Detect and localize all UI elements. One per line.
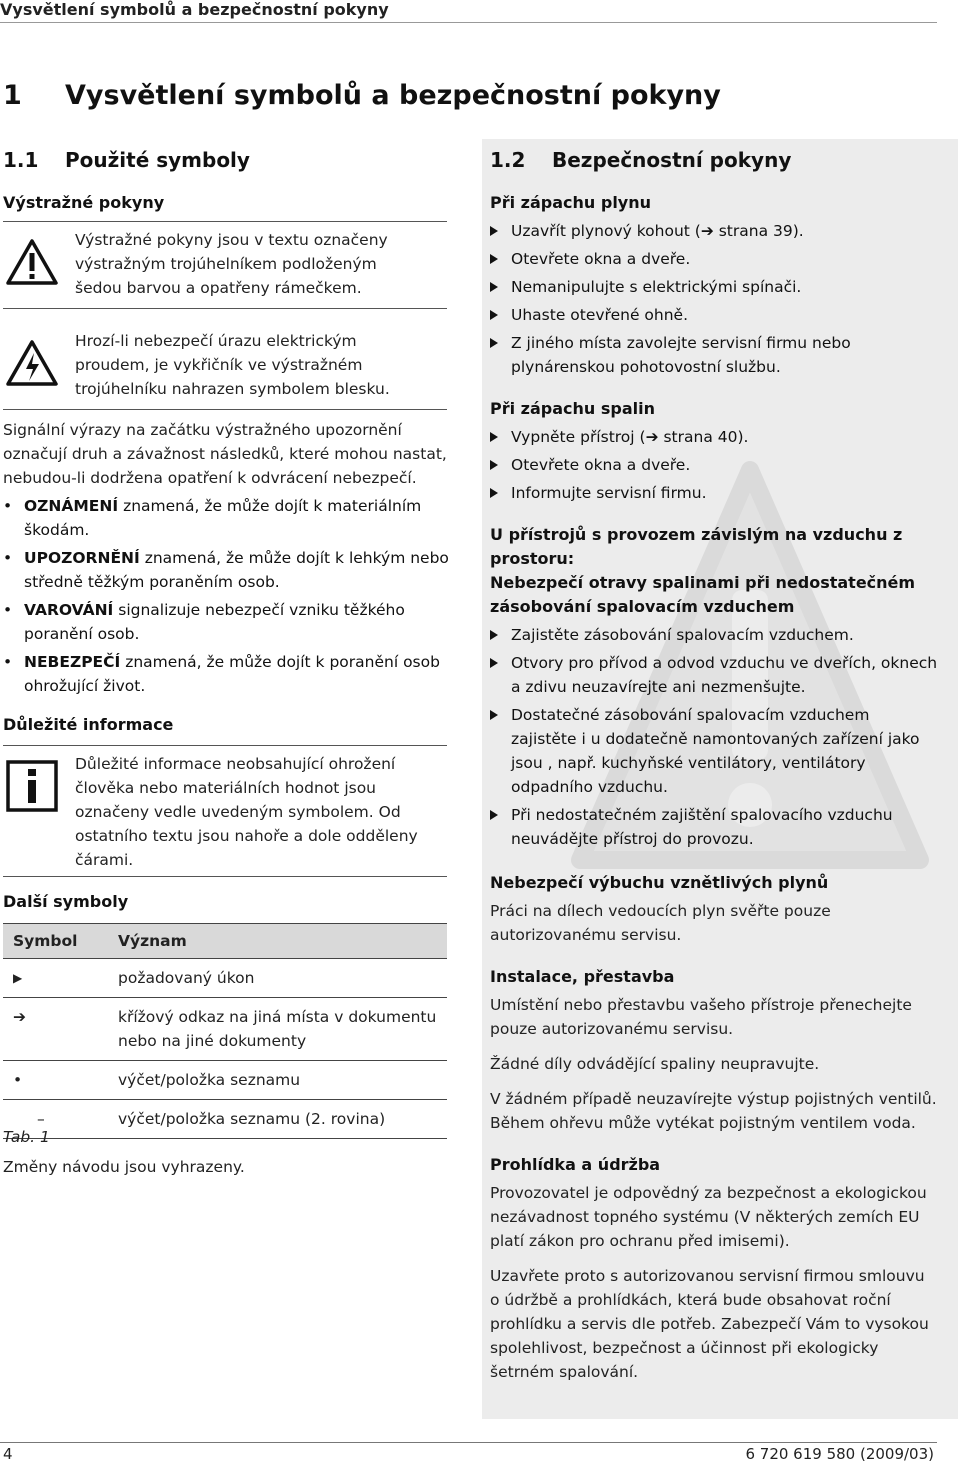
text-line: Dostatečné zásobování spalovacím vzduchem xyxy=(511,706,870,724)
action-arrow-icon: ▶ xyxy=(3,959,108,998)
text-line: křížový odkaz na jiná místa v dokumentu xyxy=(118,1008,437,1026)
table-cell xyxy=(108,1100,447,1139)
text-line: V žádném případě neuzavírejte výstup pojistných ventilů. xyxy=(490,1090,937,1108)
text-line: neuvádějte přístroj do provozu. xyxy=(511,830,754,848)
text-line: zajistěte i u dodatečně namontovaných zařízení jako xyxy=(511,730,920,748)
footer-rule xyxy=(0,1442,937,1443)
list-item xyxy=(490,803,940,851)
signal-word: VAROVÁNÍ xyxy=(24,601,114,619)
explosion-text xyxy=(490,899,940,947)
text-line: Otevřete okna a dveře. xyxy=(511,250,691,268)
text-line: požadovaný úkon xyxy=(118,969,255,987)
action-arrow-icon xyxy=(490,810,498,820)
table-header-row xyxy=(3,924,447,959)
other-symbols-heading: Další symboly xyxy=(3,892,129,911)
list-item xyxy=(490,275,940,299)
action-arrow-icon xyxy=(490,338,498,348)
text-line: Otvory pro přívod a odvod vzduchu ve dveřích, oknech xyxy=(511,654,938,672)
bullet-icon: • xyxy=(3,497,13,515)
flue-smell-heading: Při zápachu spalin xyxy=(490,399,655,418)
changes-note: Změny návodu jsou vyhrazeny. xyxy=(3,1158,245,1176)
text-line: Nemanipulujte s elektrickými spínači. xyxy=(511,278,802,296)
list-item xyxy=(490,651,940,699)
bullet-icon: • xyxy=(3,1061,108,1100)
text-line: spolehlivost, bezpečnost a účinnost při ekologicky xyxy=(490,1339,879,1357)
text-line: znamená, že může dojít k materiálním xyxy=(118,497,422,515)
action-arrow-icon xyxy=(490,460,498,470)
text-line: výstražným trojúhelníkem podloženým xyxy=(75,255,377,273)
action-arrow-icon xyxy=(490,630,498,640)
page-number: 4 xyxy=(3,1445,13,1463)
action-arrow-icon xyxy=(490,710,498,720)
section-number: 1.2 xyxy=(490,148,526,172)
text-line: člověka nebo materiálních hodnot jsou xyxy=(75,779,377,797)
text-line: výčet/položka seznamu (2. rovina) xyxy=(118,1110,386,1128)
text-line: odpadního vzduchu. xyxy=(511,778,668,796)
text-line: trojúhelníku nahrazen symbolem blesku. xyxy=(75,380,390,398)
text-line: Nebezpečí otravy spalinami při nedostatečném xyxy=(490,573,916,592)
air-supply-list xyxy=(490,623,940,851)
header-rule xyxy=(0,22,937,23)
table-row xyxy=(3,1061,447,1100)
text-line: Žádné díly odvádějící spaliny neupravujte. xyxy=(490,1055,820,1073)
explosion-heading: Nebezpečí výbuchu vznětlivých plynů xyxy=(490,873,829,892)
text-line: U přístrojů s provozem závislým na vzduchu z prostoru: xyxy=(490,525,903,568)
cross-reference-arrow-icon: ➔ xyxy=(3,998,108,1061)
text-line: Otevřete okna a dveře. xyxy=(511,456,691,474)
inspection-text xyxy=(490,1181,940,1384)
text-line: Uhaste otevřené ohně. xyxy=(511,306,689,324)
inspection-heading: Prohlídka a údržba xyxy=(490,1155,661,1174)
text-line: Umístění nebo přestavbu vašeho přístroje přenechejte xyxy=(490,996,912,1014)
chapter-title xyxy=(3,80,721,111)
dash-icon: – xyxy=(3,1100,108,1139)
gas-smell-list xyxy=(490,219,940,379)
list-item xyxy=(490,453,940,477)
list-item xyxy=(490,247,940,271)
text-line: Informujte servisní firmu. xyxy=(511,484,707,502)
info-box-text xyxy=(75,752,418,872)
text-line: plynárenskou pohotovostní službu. xyxy=(511,358,781,376)
action-arrow-icon xyxy=(490,282,498,292)
action-arrow-icon xyxy=(490,310,498,320)
text-line: Provozovatel je odpovědný za bezpečnost a ekologickou xyxy=(490,1184,927,1202)
action-arrow-icon xyxy=(490,488,498,498)
action-arrow-icon xyxy=(490,254,498,264)
action-arrow-icon xyxy=(490,226,498,236)
list-item xyxy=(3,494,463,542)
text-line: jsou , např. kuchyňské ventilátory, ventilátory xyxy=(511,754,866,772)
info-heading: Důležité informace xyxy=(3,715,174,734)
section-title-safety xyxy=(490,148,791,172)
symbols-table xyxy=(3,923,447,1139)
text-line: znamená, že může dojít k poranění osob xyxy=(120,653,440,671)
signal-word: OZNÁMENÍ xyxy=(24,497,119,515)
info-icon xyxy=(6,760,58,812)
list-item xyxy=(490,425,940,449)
list-item xyxy=(490,481,940,505)
text-line: Hrozí-li nebezpečí úrazu elektrickým xyxy=(75,332,357,350)
text-line: Uzavřít plynový kohout (➔ strana 39). xyxy=(511,222,804,240)
text-line: Při nedostatečném zajištění spalovacího vzduchu xyxy=(511,806,893,824)
text-line: znamená, že může dojít k lehkým nebo xyxy=(139,549,449,567)
signal-words-intro xyxy=(3,418,447,490)
text-line: a zdivu neuzavírejte ani nezmenšujte. xyxy=(511,678,806,696)
text-line: nezávadnost topného systému (V některých zemích EU xyxy=(490,1208,920,1226)
section-title-symbols xyxy=(3,148,250,172)
action-arrow-icon xyxy=(490,432,498,442)
warnings-heading: Výstražné pokyny xyxy=(3,193,165,212)
bullet-icon: • xyxy=(3,549,13,567)
gas-smell-heading: Při zápachu plynu xyxy=(490,193,652,212)
list-item xyxy=(3,650,463,698)
text-line: Vypněte přístroj (➔ strana 40). xyxy=(511,428,749,446)
text-line: prohlídku a servis dle potřeb. Zabezpečí Vám to vysokou xyxy=(490,1315,929,1333)
text-line: zásobování spalovacím vzduchem xyxy=(490,597,795,616)
text-line: nebudou-li dodržena opatření k odvrácení nebezpečí. xyxy=(3,469,417,487)
text-line: autorizovanému servisu. xyxy=(490,926,682,944)
warning-box-electric-text xyxy=(75,329,390,401)
installation-text xyxy=(490,993,940,1135)
text-line: čárami. xyxy=(75,851,134,869)
list-item xyxy=(3,598,463,646)
text-line: označují druh a závažnost následků, které mohou nastat, xyxy=(3,445,447,463)
text-line: pouze autorizovanému servisu. xyxy=(490,1020,734,1038)
text-line: proudem, je vykřičník ve výstražném xyxy=(75,356,363,374)
chapter-number: 1 xyxy=(3,80,22,111)
text-line: Výstražné pokyny jsou v textu označeny xyxy=(75,231,388,249)
warning-triangle-icon xyxy=(6,238,58,286)
text-line: nebo na jiné dokumenty xyxy=(118,1032,307,1050)
action-arrow-icon xyxy=(490,658,498,668)
section-title-text: Použité symboly xyxy=(65,148,250,172)
text-line: ohrožující život. xyxy=(24,677,146,695)
warning-box-general-text xyxy=(75,228,388,300)
warning-box-electric xyxy=(3,323,447,410)
text-line: šetrném spalování. xyxy=(490,1363,639,1381)
table-cell xyxy=(108,959,447,998)
text-line: Během ohřevu může vytékat pojistným ventilem voda. xyxy=(490,1114,916,1132)
table-row xyxy=(3,959,447,998)
list-item xyxy=(490,331,940,379)
info-box xyxy=(3,745,447,877)
text-line: Uzavřete proto s autorizovanou servisní firmou smlouvu xyxy=(490,1267,925,1285)
table-header-cell: Symbol xyxy=(3,924,108,959)
list-item xyxy=(490,623,940,647)
section-title-text: Bezpečnostní pokyny xyxy=(552,148,792,172)
text-line: výčet/položka seznamu xyxy=(118,1071,301,1089)
text-line: Důležité informace neobsahující ohrožení xyxy=(75,755,396,773)
bullet-icon: • xyxy=(3,653,13,671)
document-number: 6 720 619 580 (2009/03) xyxy=(745,1445,934,1463)
section-number: 1.1 xyxy=(3,148,39,172)
signal-words-list xyxy=(3,494,463,698)
running-header: Vysvětlení symbolů a bezpečnostní pokyny xyxy=(0,0,389,19)
electric-warning-icon xyxy=(6,339,58,387)
list-item xyxy=(490,219,940,243)
signal-word: UPOZORNĚNÍ xyxy=(24,549,140,567)
warning-box-general xyxy=(3,221,447,309)
text-line: středně těžkým poraněním osob. xyxy=(24,573,280,591)
list-item xyxy=(490,303,940,327)
text-line: škodám. xyxy=(24,521,90,539)
signal-word: NEBEZPEČÍ xyxy=(24,653,121,671)
flue-smell-list xyxy=(490,425,940,505)
table-row xyxy=(3,1100,447,1139)
table-header-cell: Význam xyxy=(108,924,447,959)
installation-heading: Instalace, přestavba xyxy=(490,967,675,986)
text-line: šedou barvou a opatřeny rámečkem. xyxy=(75,279,362,297)
text-line: o údržbě a prohlídkách, která bude obsahovat roční xyxy=(490,1291,891,1309)
list-item xyxy=(490,703,940,799)
text-line: Práci na dílech vedoucích plyn svěřte pouze xyxy=(490,902,831,920)
bullet-icon: • xyxy=(3,601,13,619)
chapter-title-text: Vysvětlení symbolů a bezpečnostní pokyny xyxy=(65,80,721,111)
text-line: označeny vedle uvedeným symbolem. Od xyxy=(75,803,401,821)
text-line: Z jiného místa zavolejte servisní firmu nebo xyxy=(511,334,851,352)
text-line: platí zákon pro ochranu před imisemi). xyxy=(490,1232,790,1250)
table-row xyxy=(3,998,447,1061)
list-item xyxy=(3,546,463,594)
text-line: poranění osob. xyxy=(24,625,140,643)
text-line: Zajistěte zásobování spalovacím vzduchem. xyxy=(511,626,854,644)
safety-content xyxy=(490,191,940,1384)
table-cell xyxy=(108,998,447,1061)
table-caption: Tab. 1 xyxy=(3,1128,50,1146)
text-line: signalizuje nebezpečí vzniku těžkého xyxy=(113,601,405,619)
air-supply-heading xyxy=(490,523,940,619)
text-line: Signální výrazy na začátku výstražného upozornění xyxy=(3,421,402,439)
table-cell xyxy=(108,1061,447,1100)
text-line: ostatního textu jsou nahoře a dole odděleny xyxy=(75,827,418,845)
